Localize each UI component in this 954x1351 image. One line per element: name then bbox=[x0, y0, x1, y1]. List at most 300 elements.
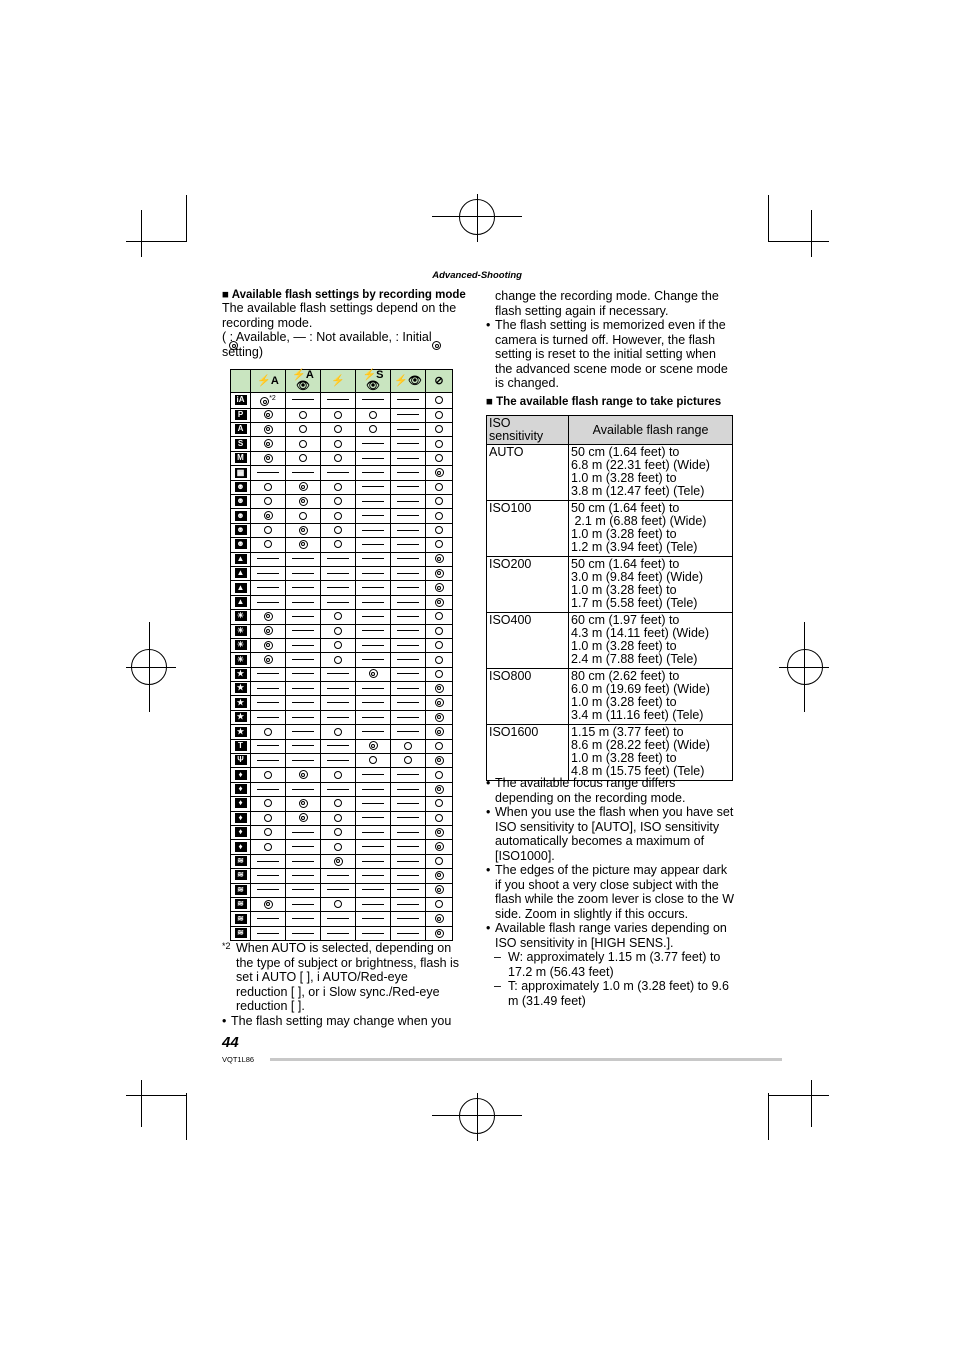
flash-cell bbox=[251, 840, 286, 854]
table-row bbox=[231, 883, 453, 897]
flash-cell bbox=[426, 538, 453, 552]
flash-cell bbox=[251, 725, 286, 739]
not-available-symbol-icon bbox=[397, 918, 419, 919]
mode-icon bbox=[231, 466, 251, 480]
mode-icon bbox=[231, 595, 251, 609]
initial-setting-symbol-icon bbox=[435, 828, 444, 837]
available-symbol-icon bbox=[334, 425, 342, 433]
flash-cell bbox=[426, 408, 453, 422]
flash-cell bbox=[286, 725, 321, 739]
flash-cell bbox=[286, 926, 321, 940]
flash-cell bbox=[251, 552, 286, 566]
flash-cell bbox=[391, 423, 426, 437]
not-available-symbol-icon bbox=[327, 702, 349, 703]
flash-cell bbox=[286, 754, 321, 768]
range-line: 1.0 m (3.28 feet) to bbox=[571, 583, 677, 597]
flash-range-table bbox=[486, 415, 733, 781]
recording-mode-icon: ★ bbox=[235, 727, 247, 737]
not-available-symbol-icon bbox=[397, 429, 419, 430]
not-available-symbol-icon bbox=[397, 659, 419, 660]
not-available-symbol-icon bbox=[292, 688, 314, 689]
mode-icon bbox=[231, 782, 251, 796]
initial-setting-symbol-icon bbox=[435, 713, 444, 722]
recording-mode-icon: ☻ bbox=[236, 525, 245, 535]
table-row bbox=[231, 825, 453, 839]
not-available-symbol-icon bbox=[327, 587, 349, 588]
flash-cell bbox=[286, 653, 321, 667]
not-available-symbol-icon bbox=[257, 673, 279, 674]
table-row bbox=[231, 710, 453, 724]
recording-mode-icon: ≋ bbox=[235, 899, 247, 909]
range-line: 3.4 m (11.16 feet) (Tele) bbox=[571, 708, 704, 722]
not-available-symbol-icon bbox=[257, 861, 279, 862]
not-available-symbol-icon bbox=[292, 889, 314, 890]
footnote-mark: *2 bbox=[222, 941, 231, 951]
table-row bbox=[231, 581, 453, 595]
bullet-edges-dark: • The edges of the picture may appear dark if you shoot a very close subject with the flash while the zoom lever is close to the W side. Zoom in slightly if this occurs. bbox=[486, 863, 736, 921]
mode-icon bbox=[231, 638, 251, 652]
flash-cell bbox=[321, 566, 356, 580]
flash-cell bbox=[426, 897, 453, 911]
mode-icon bbox=[231, 897, 251, 911]
recording-mode-icon: ♦ bbox=[235, 770, 247, 780]
sub-item-wide: – W: approximately 1.15 m (3.77 feet) to 17.2 m (56.43 feet) bbox=[494, 950, 721, 979]
available-symbol-icon bbox=[435, 540, 443, 548]
flash-cell bbox=[391, 552, 426, 566]
not-available-symbol-icon bbox=[292, 472, 314, 473]
recording-mode-icon: ♦ bbox=[235, 813, 247, 823]
initial-setting-symbol-icon bbox=[435, 727, 444, 736]
flash-cell bbox=[391, 509, 426, 523]
flash-cell bbox=[286, 581, 321, 595]
not-available-symbol-icon bbox=[257, 933, 279, 934]
available-symbol-icon bbox=[435, 512, 443, 520]
flash-cell bbox=[426, 667, 453, 681]
flash-cell bbox=[356, 495, 391, 509]
flash-cell bbox=[251, 710, 286, 724]
available-symbol-icon bbox=[334, 411, 342, 419]
flash-cell bbox=[356, 581, 391, 595]
flash-cell bbox=[426, 523, 453, 537]
not-available-symbol-icon bbox=[327, 760, 349, 761]
flash-cell bbox=[286, 854, 321, 868]
available-symbol-icon bbox=[435, 799, 443, 807]
not-available-symbol-icon bbox=[362, 688, 384, 689]
mode-icon bbox=[231, 437, 251, 451]
flash-cell bbox=[356, 624, 391, 638]
flash-cell bbox=[391, 523, 426, 537]
flash-cell bbox=[251, 912, 286, 926]
available-symbol-icon bbox=[435, 742, 443, 750]
col-forced-flash-icon: ⚡ bbox=[321, 370, 356, 393]
table-header-row bbox=[231, 370, 453, 393]
not-available-symbol-icon bbox=[362, 774, 384, 775]
flash-cell bbox=[356, 667, 391, 681]
range-line: 50 cm (1.64 feet) to bbox=[571, 501, 680, 515]
flash-cell bbox=[321, 696, 356, 710]
initial-setting-symbol-icon bbox=[264, 655, 273, 664]
available-symbol-icon bbox=[369, 756, 377, 764]
flash-cell bbox=[391, 393, 426, 409]
not-available-symbol-icon bbox=[327, 602, 349, 603]
available-symbol-icon bbox=[299, 411, 307, 419]
flash-cell bbox=[356, 393, 391, 409]
not-available-symbol-icon bbox=[397, 731, 419, 732]
not-available-symbol-icon bbox=[362, 558, 384, 559]
table-row bbox=[231, 523, 453, 537]
flash-cell bbox=[356, 754, 391, 768]
flash-cell bbox=[286, 782, 321, 796]
recording-mode-icon: ▲ bbox=[235, 554, 247, 564]
available-symbol-icon bbox=[334, 900, 342, 908]
range-row bbox=[487, 445, 733, 501]
flash-cell bbox=[321, 869, 356, 883]
range-line: 1.2 m (3.94 feet) (Tele) bbox=[571, 540, 698, 554]
mode-icon bbox=[231, 653, 251, 667]
initial-setting-symbol-icon bbox=[435, 569, 444, 578]
table-row bbox=[231, 495, 453, 509]
not-available-symbol-icon bbox=[327, 573, 349, 574]
available-symbol-icon bbox=[435, 857, 443, 865]
initial-setting-symbol-icon bbox=[435, 554, 444, 563]
available-symbol-icon bbox=[435, 396, 443, 404]
not-available-symbol-icon bbox=[292, 861, 314, 862]
initial-setting-symbol-icon bbox=[435, 684, 444, 693]
flash-cell bbox=[356, 854, 391, 868]
range-header-row bbox=[487, 416, 733, 445]
flash-cell bbox=[251, 653, 286, 667]
not-available-symbol-icon bbox=[397, 645, 419, 646]
not-available-symbol-icon bbox=[327, 789, 349, 790]
not-available-symbol-icon bbox=[397, 832, 419, 833]
iso-value: ISO400 bbox=[487, 613, 569, 669]
flash-cell bbox=[286, 523, 321, 537]
not-available-symbol-icon bbox=[362, 544, 384, 545]
flash-cell bbox=[356, 523, 391, 537]
not-available-symbol-icon bbox=[397, 774, 419, 775]
bullet-iso-auto: • When you use the flash when you have set ISO sensitivity to [AUTO], ISO sensitivity automatically becomes a maximum of [ISO1000]. bbox=[486, 805, 736, 863]
table-row bbox=[231, 538, 453, 552]
recording-mode-icon: ☻ bbox=[236, 496, 245, 506]
recording-mode-icon: iA bbox=[236, 394, 245, 404]
mode-icon bbox=[231, 480, 251, 494]
mode-icon bbox=[231, 797, 251, 811]
not-available-symbol-icon bbox=[327, 673, 349, 674]
available-symbol-icon bbox=[334, 612, 342, 620]
flash-cell bbox=[391, 566, 426, 580]
flash-cell bbox=[286, 797, 321, 811]
flash-cell bbox=[321, 768, 356, 782]
flash-cell bbox=[286, 495, 321, 509]
recording-mode-icon: ▲ bbox=[235, 597, 247, 607]
not-available-symbol-icon bbox=[397, 472, 419, 473]
range-line: 4.3 m (14.11 feet) (Wide) bbox=[571, 626, 710, 640]
available-symbol-icon bbox=[299, 425, 307, 433]
flash-cell bbox=[321, 552, 356, 566]
flash-cell bbox=[286, 451, 321, 465]
available-symbol-icon bbox=[334, 483, 342, 491]
flash-cell bbox=[356, 509, 391, 523]
table-row bbox=[231, 926, 453, 940]
flash-cell bbox=[321, 754, 356, 768]
mode-icon bbox=[231, 495, 251, 509]
available-symbol-icon bbox=[435, 641, 443, 649]
flash-cell bbox=[286, 595, 321, 609]
not-available-symbol-icon bbox=[362, 573, 384, 574]
flash-cell bbox=[391, 653, 426, 667]
not-available-symbol-icon bbox=[397, 544, 419, 545]
range-line: 60 cm (1.97 feet) to bbox=[571, 613, 680, 627]
iso-value: ISO100 bbox=[487, 501, 569, 557]
not-available-symbol-icon bbox=[292, 760, 314, 761]
not-available-symbol-icon bbox=[257, 918, 279, 919]
flash-cell bbox=[356, 480, 391, 494]
available-symbol-icon bbox=[334, 440, 342, 448]
table-row bbox=[231, 566, 453, 580]
flash-cell bbox=[426, 509, 453, 523]
not-available-symbol-icon bbox=[327, 889, 349, 890]
flash-cell bbox=[251, 495, 286, 509]
flash-cell bbox=[251, 523, 286, 537]
flash-cell bbox=[321, 423, 356, 437]
footnote-text: When AUTO is selected, depending on the type of subject or brightness, flash is set i AUTO [ ], i AUTO/Red-eye reduction [ ], or i Slow sync./Red-eye reduction [ ]. bbox=[236, 941, 460, 1013]
initial-setting-symbol-icon bbox=[369, 669, 378, 678]
not-available-symbol-icon bbox=[257, 789, 279, 790]
flash-cell bbox=[391, 926, 426, 940]
table-row bbox=[231, 854, 453, 868]
flash-cell bbox=[251, 610, 286, 624]
flash-cell bbox=[251, 624, 286, 638]
available-symbol-icon bbox=[369, 411, 377, 419]
not-available-symbol-icon bbox=[397, 933, 419, 934]
available-symbol-icon bbox=[264, 540, 272, 548]
range-line: 1.15 m (3.77 feet) to bbox=[571, 725, 684, 739]
not-available-symbol-icon bbox=[397, 789, 419, 790]
flash-cell bbox=[321, 653, 356, 667]
flash-cell bbox=[286, 912, 321, 926]
not-available-symbol-icon bbox=[362, 789, 384, 790]
flash-cell bbox=[356, 423, 391, 437]
flash-cell bbox=[251, 638, 286, 652]
range-line: 1.0 m (3.28 feet) to bbox=[571, 751, 677, 765]
flash-cell bbox=[391, 581, 426, 595]
not-available-symbol-icon bbox=[292, 731, 314, 732]
flash-cell bbox=[356, 538, 391, 552]
flash-cell bbox=[251, 581, 286, 595]
mode-icon bbox=[231, 768, 251, 782]
flash-cell bbox=[321, 682, 356, 696]
flash-cell bbox=[251, 768, 286, 782]
initial-setting-symbol-icon bbox=[435, 929, 444, 938]
table-row bbox=[231, 653, 453, 667]
not-available-symbol-icon bbox=[327, 933, 349, 934]
flash-cell bbox=[391, 897, 426, 911]
flash-cell bbox=[391, 912, 426, 926]
flash-cell bbox=[321, 495, 356, 509]
flash-cell bbox=[356, 869, 391, 883]
flash-cell bbox=[251, 797, 286, 811]
flash-cell bbox=[321, 437, 356, 451]
mode-icon bbox=[231, 739, 251, 753]
not-available-symbol-icon bbox=[397, 673, 419, 674]
not-available-symbol-icon bbox=[362, 832, 384, 833]
flash-cell bbox=[321, 840, 356, 854]
flash-cell bbox=[391, 696, 426, 710]
flash-cell bbox=[426, 552, 453, 566]
not-available-symbol-icon bbox=[397, 587, 419, 588]
flash-cell bbox=[391, 854, 426, 868]
flash-cell bbox=[356, 897, 391, 911]
initial-setting-symbol-icon bbox=[264, 439, 273, 448]
not-available-symbol-icon bbox=[257, 472, 279, 473]
doc-code: VQT1L86 bbox=[222, 1055, 255, 1064]
flash-cell bbox=[251, 566, 286, 580]
right-bullets bbox=[486, 776, 736, 1008]
recording-mode-icon: ★ bbox=[235, 712, 247, 722]
flash-cell bbox=[426, 466, 453, 480]
mode-icon bbox=[231, 624, 251, 638]
flash-cell bbox=[426, 423, 453, 437]
table-row bbox=[231, 811, 453, 825]
flash-cell bbox=[356, 437, 391, 451]
recording-mode-icon: ▲ bbox=[235, 568, 247, 578]
flash-cell bbox=[356, 710, 391, 724]
not-available-symbol-icon bbox=[292, 645, 314, 646]
available-symbol-icon bbox=[334, 526, 342, 534]
flash-cell bbox=[286, 768, 321, 782]
flash-cell bbox=[391, 538, 426, 552]
not-available-symbol-icon bbox=[362, 659, 384, 660]
not-available-symbol-icon bbox=[397, 889, 419, 890]
flash-cell bbox=[391, 667, 426, 681]
iso-value: ISO200 bbox=[487, 557, 569, 613]
flash-cell bbox=[391, 811, 426, 825]
not-available-symbol-icon bbox=[397, 875, 419, 876]
flash-cell bbox=[356, 797, 391, 811]
flash-cell bbox=[321, 811, 356, 825]
initial-setting-symbol-icon bbox=[435, 583, 444, 592]
flash-cell bbox=[356, 653, 391, 667]
flash-cell bbox=[356, 825, 391, 839]
range-line: 3.8 m (12.47 feet) (Tele) bbox=[571, 484, 705, 498]
flash-cell bbox=[286, 566, 321, 580]
flash-cell bbox=[391, 610, 426, 624]
flash-cell bbox=[251, 926, 286, 940]
flash-cell bbox=[426, 653, 453, 667]
col-flash-off-icon: ⊘ bbox=[426, 370, 453, 393]
available-symbol-icon bbox=[334, 512, 342, 520]
available-symbol-icon bbox=[264, 497, 272, 505]
not-available-symbol-icon bbox=[292, 933, 314, 934]
not-available-symbol-icon bbox=[397, 486, 419, 487]
flash-settings-heading: ■ Available flash settings by recording mode bbox=[222, 289, 466, 301]
flash-cell bbox=[426, 739, 453, 753]
not-available-symbol-icon bbox=[362, 817, 384, 818]
initial-setting-symbol-icon bbox=[299, 813, 308, 822]
flash-cell bbox=[426, 710, 453, 724]
flash-cell bbox=[251, 682, 286, 696]
flash-cell bbox=[391, 624, 426, 638]
initial-setting-symbol-icon bbox=[264, 410, 273, 419]
flash-cell bbox=[391, 797, 426, 811]
not-available-symbol-icon bbox=[327, 717, 349, 718]
range-line: 80 cm (2.62 feet) to bbox=[571, 669, 680, 683]
flash-cell bbox=[356, 883, 391, 897]
not-available-symbol-icon bbox=[397, 846, 419, 847]
not-available-symbol-icon bbox=[327, 688, 349, 689]
range-line: 2.4 m (7.88 feet) (Tele) bbox=[571, 652, 698, 666]
flash-cell bbox=[391, 495, 426, 509]
not-available-symbol-icon bbox=[397, 803, 419, 804]
flash-cell bbox=[251, 451, 286, 465]
recording-mode-icon: ★ bbox=[235, 669, 247, 679]
not-available-symbol-icon bbox=[362, 616, 384, 617]
flash-cell bbox=[426, 883, 453, 897]
not-available-symbol-icon bbox=[292, 846, 314, 847]
range-value bbox=[569, 557, 733, 613]
available-symbol-icon bbox=[435, 670, 443, 678]
initial-setting-symbol-icon bbox=[264, 612, 273, 621]
not-available-symbol-icon bbox=[362, 889, 384, 890]
table-row bbox=[231, 912, 453, 926]
mode-icon bbox=[231, 509, 251, 523]
initial-setting-symbol-icon bbox=[264, 511, 273, 520]
table-row bbox=[231, 754, 453, 768]
not-available-symbol-icon bbox=[292, 558, 314, 559]
flash-cell bbox=[286, 696, 321, 710]
flash-cell bbox=[391, 883, 426, 897]
flash-cell bbox=[286, 682, 321, 696]
not-available-symbol-icon bbox=[292, 573, 314, 574]
available-symbol-icon bbox=[264, 828, 272, 836]
flash-cell bbox=[286, 408, 321, 422]
not-available-symbol-icon bbox=[327, 745, 349, 746]
flash-cell bbox=[426, 797, 453, 811]
available-symbol-icon bbox=[435, 411, 443, 419]
range-line: 50 cm (1.64 feet) to bbox=[571, 557, 680, 571]
not-available-symbol-icon bbox=[257, 587, 279, 588]
flash-cell bbox=[286, 739, 321, 753]
not-available-symbol-icon bbox=[292, 616, 314, 617]
available-symbol-icon bbox=[334, 828, 342, 836]
flash-cell bbox=[251, 466, 286, 480]
available-symbol-icon bbox=[334, 497, 342, 505]
initial-setting-symbol-icon bbox=[435, 842, 444, 851]
table-row bbox=[231, 869, 453, 883]
footer-rule bbox=[270, 1058, 782, 1061]
table-row bbox=[231, 739, 453, 753]
not-available-symbol-icon bbox=[292, 918, 314, 919]
mode-icon bbox=[231, 581, 251, 595]
flash-cell bbox=[356, 912, 391, 926]
flash-cell bbox=[391, 638, 426, 652]
flash-cell bbox=[426, 581, 453, 595]
not-available-symbol-icon bbox=[292, 875, 314, 876]
flash-cell bbox=[251, 595, 286, 609]
flash-cell bbox=[321, 595, 356, 609]
flash-cell bbox=[251, 825, 286, 839]
not-available-symbol-icon bbox=[397, 515, 419, 516]
flash-cell bbox=[426, 610, 453, 624]
available-symbol-icon bbox=[435, 440, 443, 448]
table-row bbox=[231, 840, 453, 854]
table-row bbox=[231, 782, 453, 796]
range-line: 1.0 m (3.28 feet) to bbox=[571, 695, 677, 709]
initial-setting-symbol-icon bbox=[299, 526, 308, 535]
flash-cell bbox=[321, 667, 356, 681]
not-available-symbol-icon bbox=[292, 602, 314, 603]
flash-cell bbox=[391, 466, 426, 480]
